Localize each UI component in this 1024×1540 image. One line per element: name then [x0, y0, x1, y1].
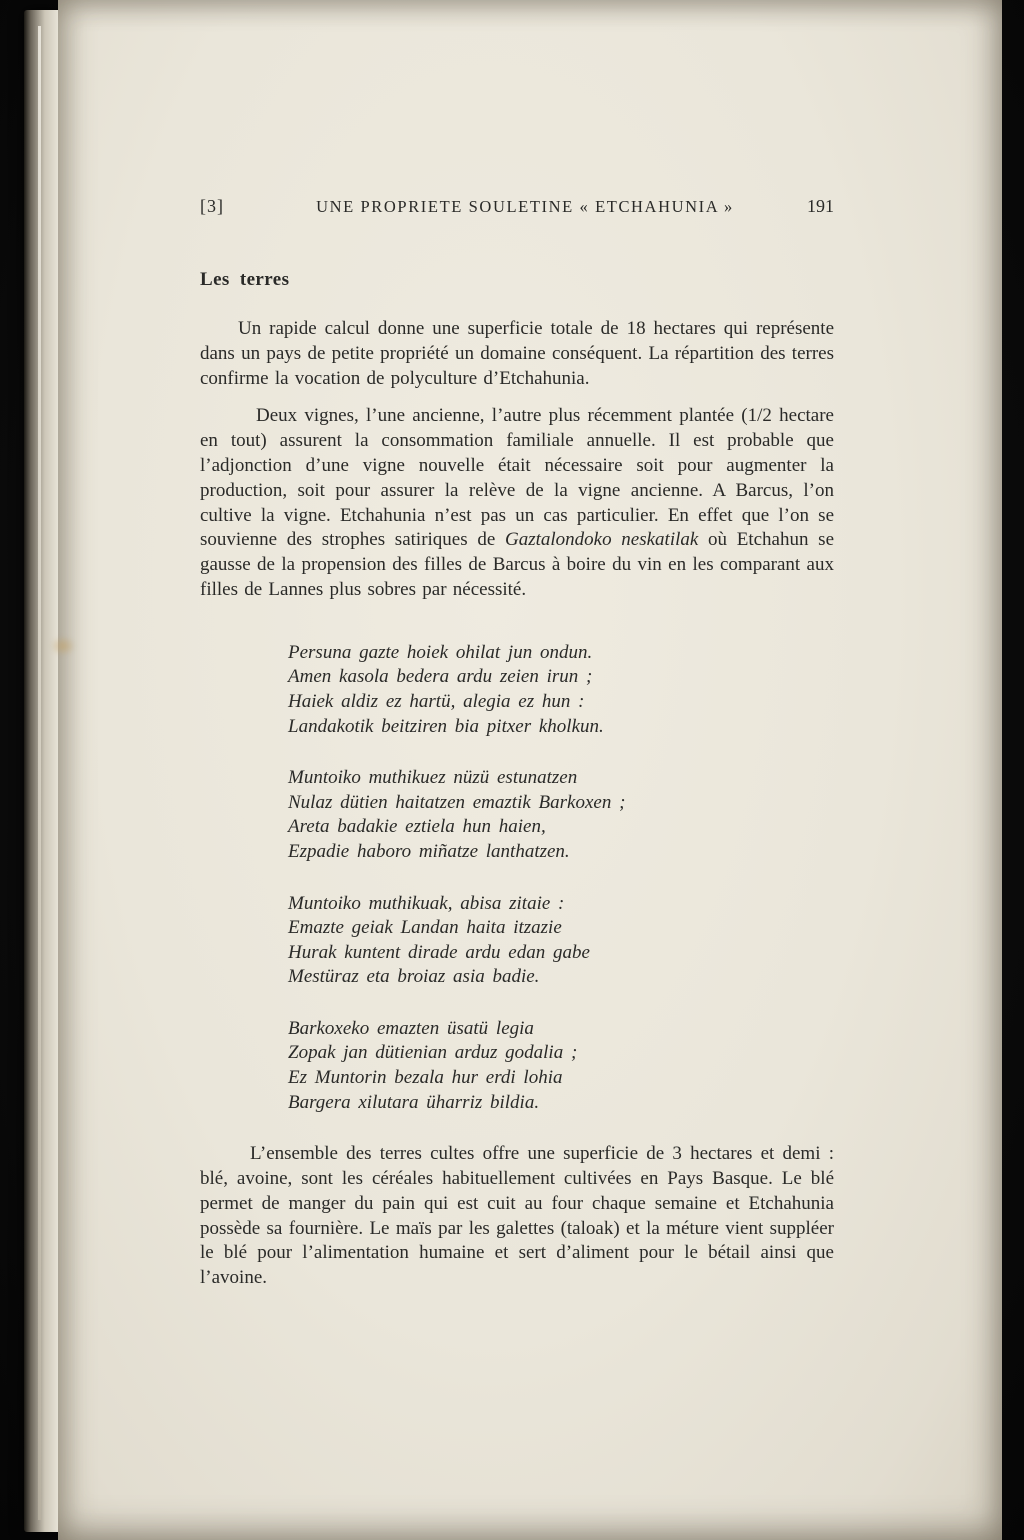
poem-line: Barkoxeko emazten üsatü legia	[288, 1017, 534, 1039]
poem-stanza	[288, 892, 834, 990]
paragraph-vignes	[200, 404, 834, 602]
page-header	[200, 196, 834, 217]
poem-line: Areta badakie eztiela hun haien,	[288, 816, 546, 838]
poem-line: Landakotik beitziren bia pitxer kholkun.	[288, 715, 604, 737]
poem-stanza	[288, 766, 834, 864]
page-number: 191	[807, 196, 834, 216]
poem-line: Ez Muntorin bezala hur erdi lohia	[288, 1067, 563, 1089]
paragraph-vignes-text: Deux vignes, l’une ancienne, l’autre plus récemment plantée (1/2 hectare en tout) assurent la consommation familiale annuelle. Il est probable que l’adjonction d’une vigne nouvelle était nécessaire soit pour augmenter la production, soit pour assurer la relève de la vigne ancienne. A Barcus, l’on cultive la vigne. Etchahunia n’est pas un cas particulier. En effet que l’on se souvienne des strophes satiriques de	[200, 405, 834, 551]
poem-line: Muntoiko muthikuak, abisa zitaie :	[288, 892, 565, 914]
page-content	[58, 0, 1002, 1540]
poem-stanza	[288, 641, 834, 739]
running-title: UNE PROPRIETE SOULETINE « ETCHAHUNIA »	[316, 197, 734, 216]
poem-line: Muntoiko muthikuez nüzü estunatzen	[288, 767, 578, 789]
section-bracket-number: [3]	[200, 196, 224, 216]
paragraph-vignes-text-end: où Etchahun se gausse de la propension des filles de Barcus à boire du vin en les comparant aux filles de Lannes plus sobres par nécessité.	[200, 529, 834, 600]
poem-line: Haiek aldiz ez hartü, alegia ez hun :	[288, 690, 585, 712]
poem-line: Ezpadie haboro miñatze lanthatzen.	[288, 840, 570, 862]
poem-stanza	[288, 1017, 834, 1115]
page-stack-edge	[24, 10, 62, 1532]
paragraph-vignes-italic-title: Gaztalondoko neskatilak	[504, 529, 699, 551]
poem-line: Amen kasola bedera ardu zeien irun ;	[288, 666, 593, 688]
poem-line: Emazte geiak Landan haita itzazie	[288, 917, 562, 939]
book-page	[58, 0, 1002, 1540]
poem-line: Mestüraz eta broiaz asia badie.	[288, 966, 540, 988]
poem-line: Zopak jan dütienian arduz godalia ;	[288, 1042, 578, 1064]
paragraph-terres-cultes: L’ensemble des terres cultes offre une superficie de 3 hectares et demi : blé, avoine, sont les céréales habituellement cultivées en Pays Basque. Le blé permet de manger du pain qui est cuit au four chaque semaine et Etchahunia possède sa fournière. Le maïs par les galettes (taloak) et la méture vient suppléer le blé pour l’alimentation humaine et sert d’aliment pour le bétail ainsi que l’avoine.	[200, 1143, 834, 1289]
poem-line: Hurak kuntent dirade ardu edan gabe	[288, 941, 590, 963]
paragraph-superficie: Un rapide calcul donne une superficie totale de 18 hectares qui représente dans un pays de petite propriété un domaine conséquent. La répartition des terres confirme la vocation de polyculture d’Etchahunia.	[200, 318, 834, 389]
poem-line: Nulaz dütien haitatzen emaztik Barkoxen ;	[288, 791, 626, 813]
poem-line: Persuna gazte hoiek ohilat jun ondun.	[288, 641, 593, 663]
poem-line: Bargera xilutara üharriz bildia.	[288, 1091, 540, 1113]
section-heading: Les terres	[200, 269, 290, 290]
poem	[288, 641, 834, 1116]
page-edge-highlight	[38, 26, 41, 1520]
